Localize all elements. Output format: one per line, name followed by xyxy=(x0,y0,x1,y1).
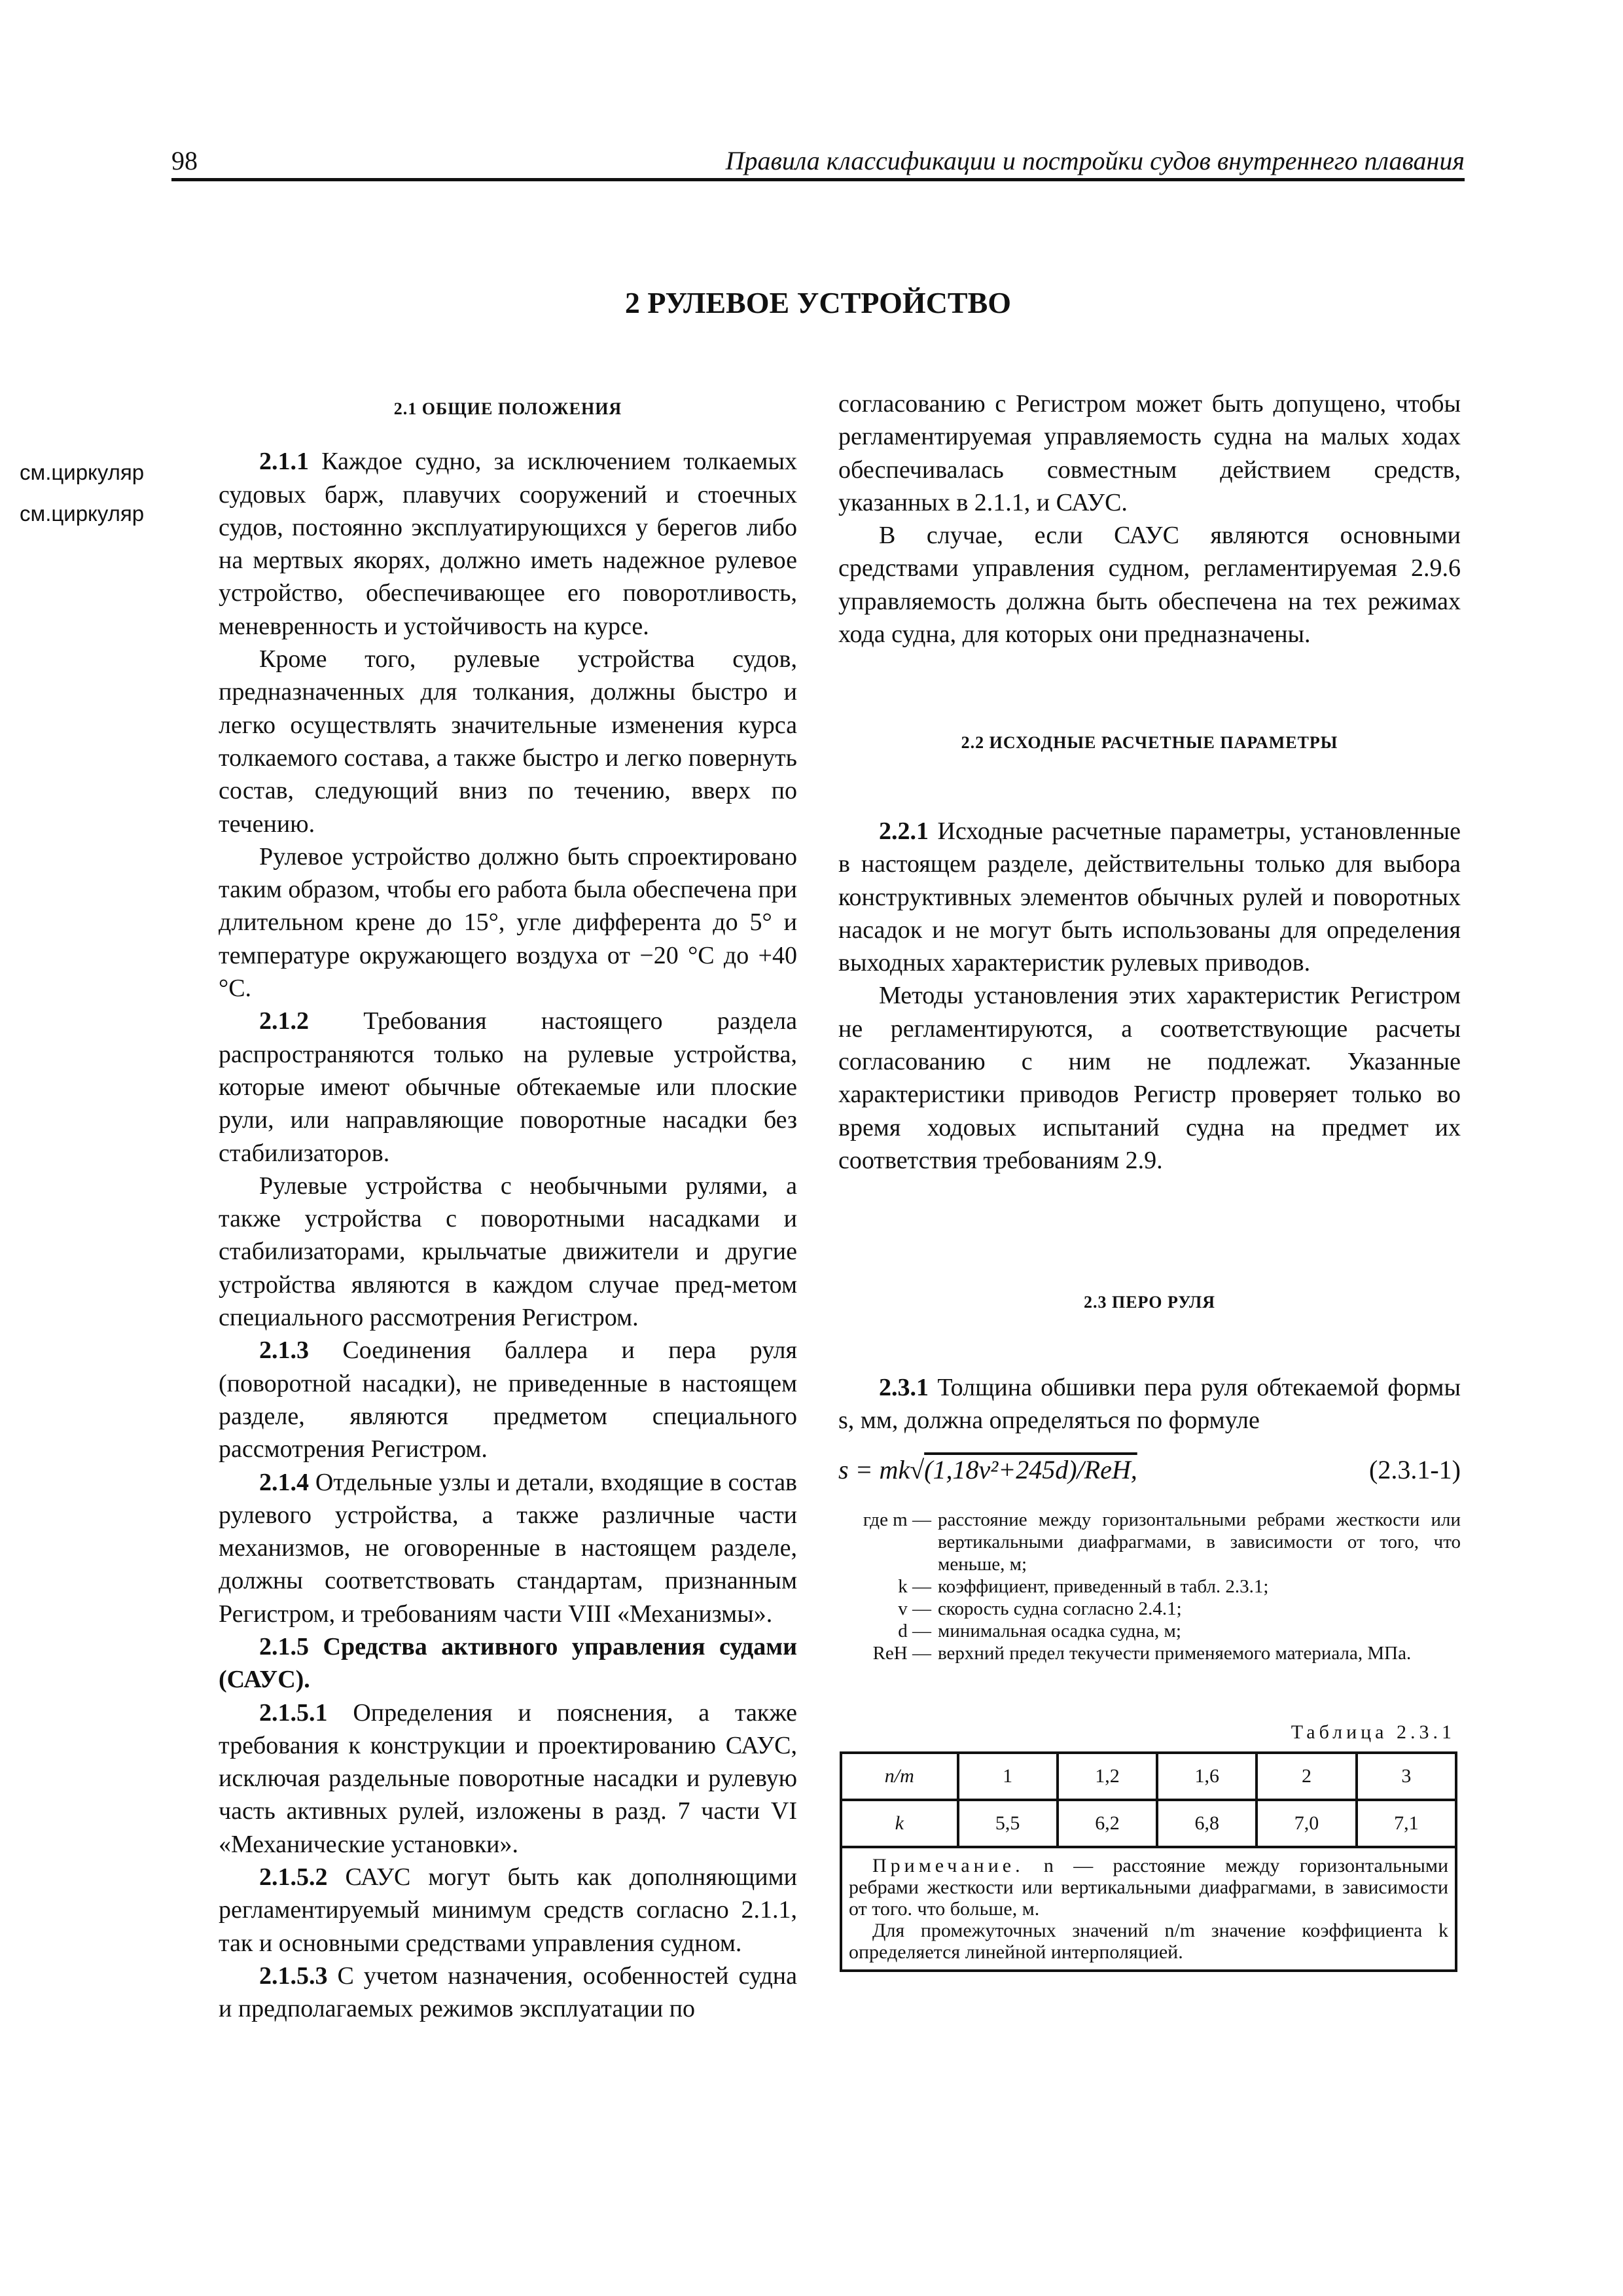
table-cell: 2 xyxy=(1257,1753,1356,1800)
paragraph: Методы установления этих характеристик Регистром не регламентируются, а соответствующие расчеты согласованию с ним не подлежат. Указанные характеристики приводов Регистр проверяет только во время ходовых испытаний судна на предмет их соответствия требованиям 2.9. xyxy=(838,982,1461,1174)
paragraph: Рулевое устройство должно быть спроектировано таким образом, чтобы его работа была обеспечена при длительном крене до 15°, угле дифферента до 5° и температуре окружающего воздуха от −20 °C до +40 °C. xyxy=(219,842,797,1003)
chapter-title: 2 РУЛЕВОЕ УСТРОЙСТВО xyxy=(624,286,1012,319)
table-cell: 1,6 xyxy=(1157,1753,1257,1800)
paragraph: согласованию с Регистром может быть допущено, чтобы регламентируемая управляемость судна на малых ходах обеспечивалась совместным действием средств, указанных в 2.1.1, и САУС. xyxy=(838,390,1461,516)
section-heading-2-1: 2.1 ОБЩИЕ ПОЛОЖЕНИЯ xyxy=(393,399,622,418)
running-title: Правила классификации и постройки судов внутреннего плавания xyxy=(725,146,1465,175)
margin-note: см.циркуляр xyxy=(20,501,145,526)
table-cell: 7,1 xyxy=(1357,1800,1456,1847)
table-row xyxy=(841,1753,1456,1800)
variable-definitions xyxy=(838,1509,1461,1664)
right-column-bottom xyxy=(838,1371,1461,1437)
paragraph: 2.1.2 Требования настоящего раздела распространяются только на рулевые устройства, которые имеют обычные обтекаемые или плоские рули, или направляющие поворотные насадки без стабилизаторов. xyxy=(219,1007,797,1167)
table-cell: 7,0 xyxy=(1257,1800,1356,1847)
note-text: n — расстояние между горизонтальными ребрами жесткости или вертикальными диафрагмами, в зависимости от того. что больше, м. xyxy=(849,1855,1448,1920)
paragraph: 2.1.1 Каждое судно, за исключением толкаемых судовых барж, плавучих сооружений и стоечных судов, постоянно эксплуатирующихся у берегов либо на мертвых якорях, должно иметь надежное рулевое устройство, обеспечивающее его поворотливость, меневренность и устойчивость на курсе. xyxy=(219,448,797,640)
definition-row: где m — расстояние между горизонтальными ребрами жесткости или вертикальными диафрагмами, в зависимости от того, что меньше, м; xyxy=(863,1509,1461,1575)
paragraph: В случае, если САУС являются основными средствами управления судном, регламентируемая 2.9.6 управляемость должна быть обеспечена на тех режимах хода судна, для которых они предназначены. xyxy=(838,522,1461,649)
paragraph: 2.1.5.3 С учетом назначения, особенностей судна и предполагаемых режимов эксплуатации по xyxy=(219,1962,797,2023)
paragraph: 2.1.3 Соединения баллера и пера руля (поворотной насадки), не приведенные в настоящем разделе, являются предметом специального рассмотрения Регистром. xyxy=(219,1336,797,1463)
paragraph: 2.2.1 Исходные расчетные параметры, установленные в настоящем разделе, действительны только для выбора конструктивных элементов обычных рулей и поворотных насадок и не могут быть использованы для определения выходных характеристик рулевых приводов. xyxy=(838,817,1461,977)
definition-row: k — коэффициент, приведенный в табл. 2.3.1; xyxy=(898,1576,1269,1597)
definition-row: ReH — верхний предел текучести применяемого материала, МПа. xyxy=(872,1643,1412,1664)
table-cell: 6,8 xyxy=(1157,1800,1257,1847)
right-column-mid xyxy=(838,815,1461,1177)
note-label: Примечание. xyxy=(872,1855,1024,1876)
table-cell: 1,2 xyxy=(1058,1753,1157,1800)
table-cell: 6,2 xyxy=(1058,1800,1157,1847)
table-caption: Таблица 2.3.1 xyxy=(1291,1721,1455,1743)
table-cell: k xyxy=(841,1800,958,1847)
definition-row: d — минимальная осадка судна, м; xyxy=(898,1621,1181,1641)
formula-lhs: s = mk√ xyxy=(838,1455,925,1484)
paragraph: 2.1.5.1 Определения и пояснения, а также требования к конструкции и проектированию САУС, исключая раздельные поворотные насадки и рулевую часть активных рулей, изложены в разд. 7 части VI «Механические установки». xyxy=(219,1698,797,1858)
paragraph: 2.1.5.2 САУС могут быть как дополняющими регламентируемый минимум средств согласно 2.1.1, так и основными средствами управления судном. xyxy=(219,1863,797,1957)
right-column-top xyxy=(838,387,1461,651)
page-number: 98 xyxy=(171,146,198,175)
margin-note: см.циркуляр xyxy=(20,460,145,484)
coefficient-table xyxy=(840,1751,1457,1972)
table-row xyxy=(841,1800,1456,1847)
formula-number: (2.3.1-1) xyxy=(1369,1455,1461,1484)
table-cell: n/m xyxy=(841,1753,958,1800)
left-column xyxy=(219,393,797,2026)
section-heading-2-2: 2.2 ИСХОДНЫЕ РАСЧЕТНЫЕ ПАРАМЕТРЫ xyxy=(961,733,1338,752)
table-cell: 1 xyxy=(958,1753,1058,1800)
formula xyxy=(838,1454,1461,1485)
formula-radicand: (1,18v²+245d)/ReH, xyxy=(924,1455,1137,1484)
table-note-row xyxy=(841,1847,1456,1971)
section-heading-2-3: 2.3 ПЕРО РУЛЯ xyxy=(1083,1293,1216,1312)
header-rule xyxy=(171,178,1465,181)
table-note xyxy=(841,1847,1456,1971)
paragraph: Рулевые устройства с необычными рулями, а также устройства с поворотными насадками и стабилизаторами, крыльчатые движители и другие устройства являются в каждом случае пред-метом специального рассмотрения Регистром. xyxy=(219,1172,797,1332)
note-text: Для промежуточных значений n/m значение коэффициента k определяется линейной интерполяцией. xyxy=(849,1920,1448,1963)
subsection-heading: 2.1.5 Средства активного управления судами (САУС). xyxy=(219,1632,797,1694)
paragraph: 2.3.1 Толщина обшивки пера руля обтекаемой формы s, мм, должна определяться по формуле xyxy=(838,1374,1461,1435)
paragraph: Кроме того, рулевые устройства судов, предназначенных для толкания, должны быстро и легко осуществлять значительные изменения курса толкаемого состава, а также быстро и легко повернуть состав, следующий вниз по течению, вверх по течению. xyxy=(219,645,797,838)
paragraph: 2.1.4 Отдельные узлы и детали, входящие в состав рулевого устройства, а также различные части механизмов, не оговоренные в настоящем разделе, должны соответствовать стандартам, признанным Регистром, и требованиям части VIII «Механизмы». xyxy=(219,1468,797,1628)
table-cell: 5,5 xyxy=(958,1800,1058,1847)
definition-row: v — скорость судна согласно 2.4.1; xyxy=(898,1598,1182,1619)
table-cell: 3 xyxy=(1357,1753,1456,1800)
